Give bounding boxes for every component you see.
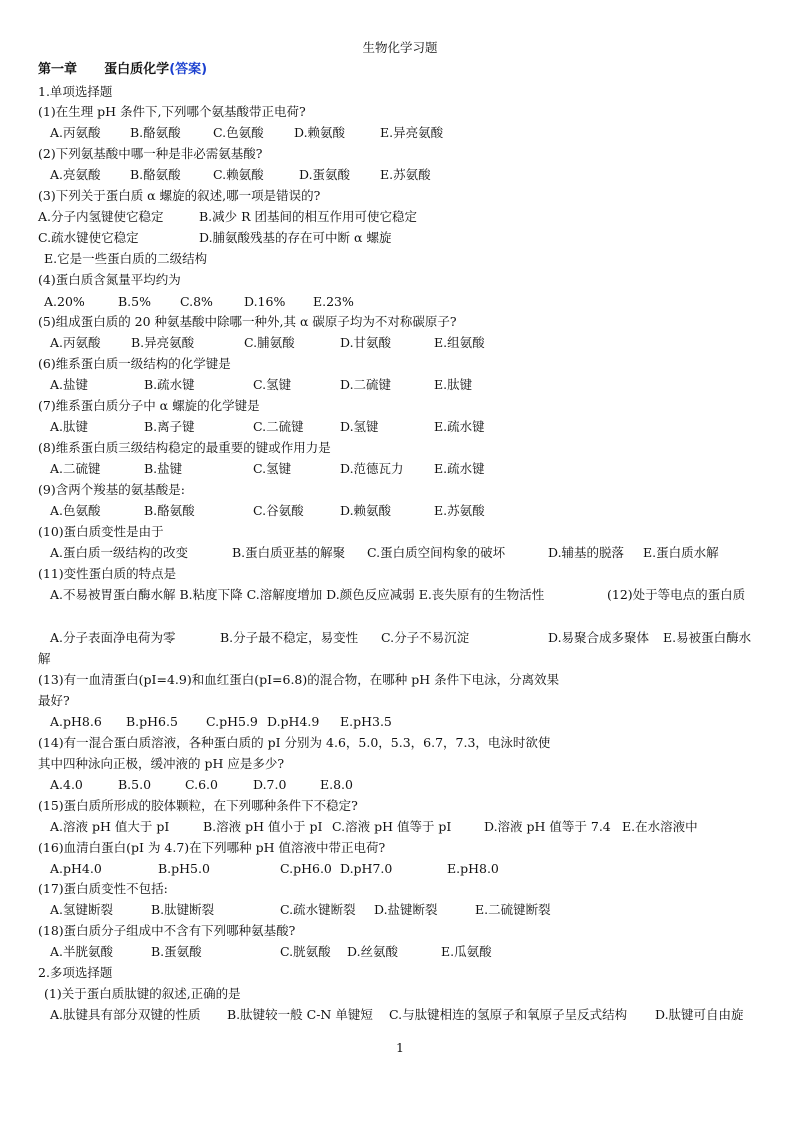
document-title: 生物化学习题 bbox=[362, 40, 438, 55]
option: B.pH6.5 bbox=[126, 714, 178, 729]
option: C.疏水键使它稳定 bbox=[38, 230, 139, 245]
option: D.二硫键 bbox=[340, 377, 392, 392]
option: C.氢键 bbox=[253, 377, 292, 392]
question-text: (7)维系蛋白质分子中 α 螺旋的化学键是 bbox=[38, 398, 260, 413]
question-text: (1)在生理 pH 条件下,下列哪个氨基酸带正电荷? bbox=[38, 104, 306, 119]
chapter-heading bbox=[38, 62, 207, 78]
option: A.溶液 pH 值大于 pI bbox=[50, 819, 170, 834]
option: B.疏水键 bbox=[144, 377, 195, 392]
option: B.酪氨酸 bbox=[130, 167, 181, 182]
option: D.肽键可自由旋 bbox=[655, 1007, 744, 1022]
option: A.分子表面净电荷为零 bbox=[50, 630, 176, 645]
option: B.肽键较一般 C-N 单键短 bbox=[227, 1007, 373, 1022]
option: C.pH6.0 bbox=[280, 861, 332, 876]
option: B.5.0 bbox=[118, 777, 152, 792]
question-text: (15)蛋白质所形成的胶体颗粒，在下列哪种条件下不稳定? bbox=[38, 798, 358, 813]
option: A.丙氨酸 bbox=[50, 125, 101, 140]
option: C.脯氨酸 bbox=[244, 335, 295, 350]
option: C.分子不易沉淀 bbox=[381, 630, 470, 645]
option: A.二硫键 bbox=[50, 461, 101, 476]
option: C.氢键 bbox=[253, 461, 292, 476]
section-multiple-choice: 2.多项选择题 bbox=[38, 965, 113, 980]
option: C.蛋白质空间构象的破坏 bbox=[367, 545, 506, 560]
question-text: (6)维系蛋白质一级结构的化学键是 bbox=[38, 356, 231, 371]
option: B.离子键 bbox=[144, 419, 195, 434]
option: A.20% bbox=[44, 294, 85, 309]
option: C.赖氨酸 bbox=[213, 167, 264, 182]
option: A.pH4.0 bbox=[50, 861, 102, 876]
option: D.蛋氨酸 bbox=[299, 167, 351, 182]
question-text: (11)变性蛋白质的特点是 bbox=[38, 566, 177, 581]
option: D.丝氨酸 bbox=[347, 944, 399, 959]
option: A.蛋白质一级结构的改变 bbox=[50, 545, 189, 560]
option: E.组氨酸 bbox=[434, 335, 485, 350]
option: A.色氨酸 bbox=[50, 503, 101, 518]
option: E.异亮氨酸 bbox=[380, 125, 444, 140]
option: B.蛋氨酸 bbox=[151, 944, 202, 959]
option: A.pH8.6 bbox=[50, 714, 102, 729]
question-text-cont: 最好? bbox=[38, 693, 70, 708]
question-text: (18)蛋白质分子组成中不含有下列哪种氨基酸? bbox=[38, 923, 296, 938]
option: A.4.0 bbox=[50, 777, 83, 792]
option: C.色氨酸 bbox=[213, 125, 264, 140]
option: B.蛋白质亚基的解聚 bbox=[232, 545, 346, 560]
option: E.二硫键断裂 bbox=[475, 902, 551, 917]
question-text: (12)处于等电点的蛋白质 bbox=[607, 587, 746, 602]
option: C.6.0 bbox=[185, 777, 218, 792]
option: D.辅基的脱落 bbox=[548, 545, 625, 560]
option: D.赖氨酸 bbox=[340, 503, 392, 518]
option: A.盐键 bbox=[50, 377, 89, 392]
question-text: (13)有一血清蛋白(pI=4.9)和血红蛋白(pI=6.8)的混合物，在哪种 pH 条件下电泳，分离效果 bbox=[38, 672, 560, 687]
option: A.肽键 bbox=[50, 419, 89, 434]
option: D.盐键断裂 bbox=[374, 902, 438, 917]
option: E.疏水键 bbox=[434, 419, 485, 434]
option: B.溶液 pH 值小于 pI bbox=[203, 819, 323, 834]
option: C.8% bbox=[180, 294, 213, 309]
option: B.减少 R 团基间的相互作用可使它稳定 bbox=[199, 209, 418, 224]
option: B.酪氨酸 bbox=[144, 503, 195, 518]
option: B.5% bbox=[118, 294, 151, 309]
option: D.7.0 bbox=[253, 777, 287, 792]
option: E.肽键 bbox=[434, 377, 473, 392]
question-text: (14)有一混合蛋白质溶液，各种蛋白质的 pI 分别为 4.6，5.0，5.3，6.7，7.3，电泳时欲使 bbox=[38, 735, 551, 750]
option: A.丙氨酸 bbox=[50, 335, 101, 350]
option: A.亮氨酸 bbox=[50, 167, 101, 182]
option: E.8.0 bbox=[320, 777, 353, 792]
chapter-name: 蛋白质化学 bbox=[104, 62, 170, 77]
option: D.pH7.0 bbox=[340, 861, 393, 876]
option: A.半胱氨酸 bbox=[50, 944, 114, 959]
question-text: (17)蛋白质变性不包括: bbox=[38, 881, 168, 896]
option: C.二硫键 bbox=[253, 419, 304, 434]
option: A.氢键断裂 bbox=[50, 902, 114, 917]
option: E.易被蛋白酶水 bbox=[663, 630, 752, 645]
option: C.谷氨酸 bbox=[253, 503, 304, 518]
option: C.疏水键断裂 bbox=[280, 902, 356, 917]
option: B.pH5.0 bbox=[158, 861, 210, 876]
option: D.脯氨酸残基的存在可中断 α 螺旋 bbox=[199, 230, 392, 245]
option-wrap: 解 bbox=[38, 651, 51, 666]
question-text: (2)下列氨基酸中哪一种是非必需氨基酸? bbox=[38, 146, 263, 161]
question-text: (9)含两个羧基的氨基酸是: bbox=[38, 482, 185, 497]
option: A.分子内氢键使它稳定 bbox=[38, 209, 164, 224]
option: B.酪氨酸 bbox=[130, 125, 181, 140]
option: D.甘氨酸 bbox=[340, 335, 392, 350]
option: D.16% bbox=[244, 294, 286, 309]
option: E.苏氨酸 bbox=[434, 503, 485, 518]
option: E.瓜氨酸 bbox=[441, 944, 492, 959]
option: C.胱氨酸 bbox=[280, 944, 331, 959]
section-single-choice: 1.单项选择题 bbox=[38, 84, 113, 99]
option: E.在水溶液中 bbox=[622, 819, 698, 834]
question-text: (5)组成蛋白质的 20 种氨基酸中除哪一种外,其 α 碳原子均为不对称碳原子? bbox=[38, 314, 457, 329]
option: C.pH5.9 bbox=[206, 714, 258, 729]
option: B.分子最不稳定，易变性 bbox=[220, 630, 359, 645]
option: D.赖氨酸 bbox=[294, 125, 346, 140]
option: E.pH8.0 bbox=[447, 861, 499, 876]
question-text: (3)下列关于蛋白质 α 螺旋的叙述,哪一项是错误的? bbox=[38, 188, 321, 203]
option: D.pH4.9 bbox=[267, 714, 320, 729]
option: C.与肽键相连的氢原子和氧原子呈反式结构 bbox=[389, 1007, 628, 1022]
option: E.疏水键 bbox=[434, 461, 485, 476]
question-text: (10)蛋白质变性是由于 bbox=[38, 524, 164, 539]
option: B.肽键断裂 bbox=[151, 902, 215, 917]
question-text: (8)维系蛋白质三级结构稳定的最重要的键或作用力是 bbox=[38, 440, 331, 455]
option: D.易聚合成多聚体 bbox=[548, 630, 650, 645]
option: E.蛋白质水解 bbox=[643, 545, 719, 560]
question-text: (1)关于蛋白质肽键的叙述,正确的是 bbox=[44, 986, 241, 1001]
question-text: (4)蛋白质含氮量平均约为 bbox=[38, 272, 181, 287]
option: E.pH3.5 bbox=[340, 714, 392, 729]
question-text: (16)血清白蛋白(pI 为 4.7)在下列哪种 pH 值溶液中带正电荷? bbox=[38, 840, 386, 855]
chapter-label: 第一章 bbox=[38, 62, 78, 77]
option: A.肽键具有部分双键的性质 bbox=[50, 1007, 201, 1022]
option: C.溶液 pH 值等于 pI bbox=[332, 819, 452, 834]
answer-link[interactable]: (答案) bbox=[169, 62, 208, 77]
options-line: A.不易被胃蛋白酶水解 B.粘度下降 C.溶解度增加 D.颜色反应减弱 E.丧失原有的生物活性 bbox=[50, 587, 545, 602]
page-number: 1 bbox=[396, 1040, 404, 1055]
option: B.异亮氨酸 bbox=[131, 335, 195, 350]
option: D.范德瓦力 bbox=[340, 461, 404, 476]
option: D.氢键 bbox=[340, 419, 379, 434]
option: D.溶液 pH 值等于 7.4 bbox=[484, 819, 611, 834]
option: E.23% bbox=[313, 294, 354, 309]
option: B.盐键 bbox=[144, 461, 183, 476]
question-text-cont: 其中四种泳向正极，缓冲液的 pH 应是多少? bbox=[38, 756, 285, 771]
option: E.苏氨酸 bbox=[380, 167, 431, 182]
option: E.它是一些蛋白质的二级结构 bbox=[44, 251, 208, 266]
